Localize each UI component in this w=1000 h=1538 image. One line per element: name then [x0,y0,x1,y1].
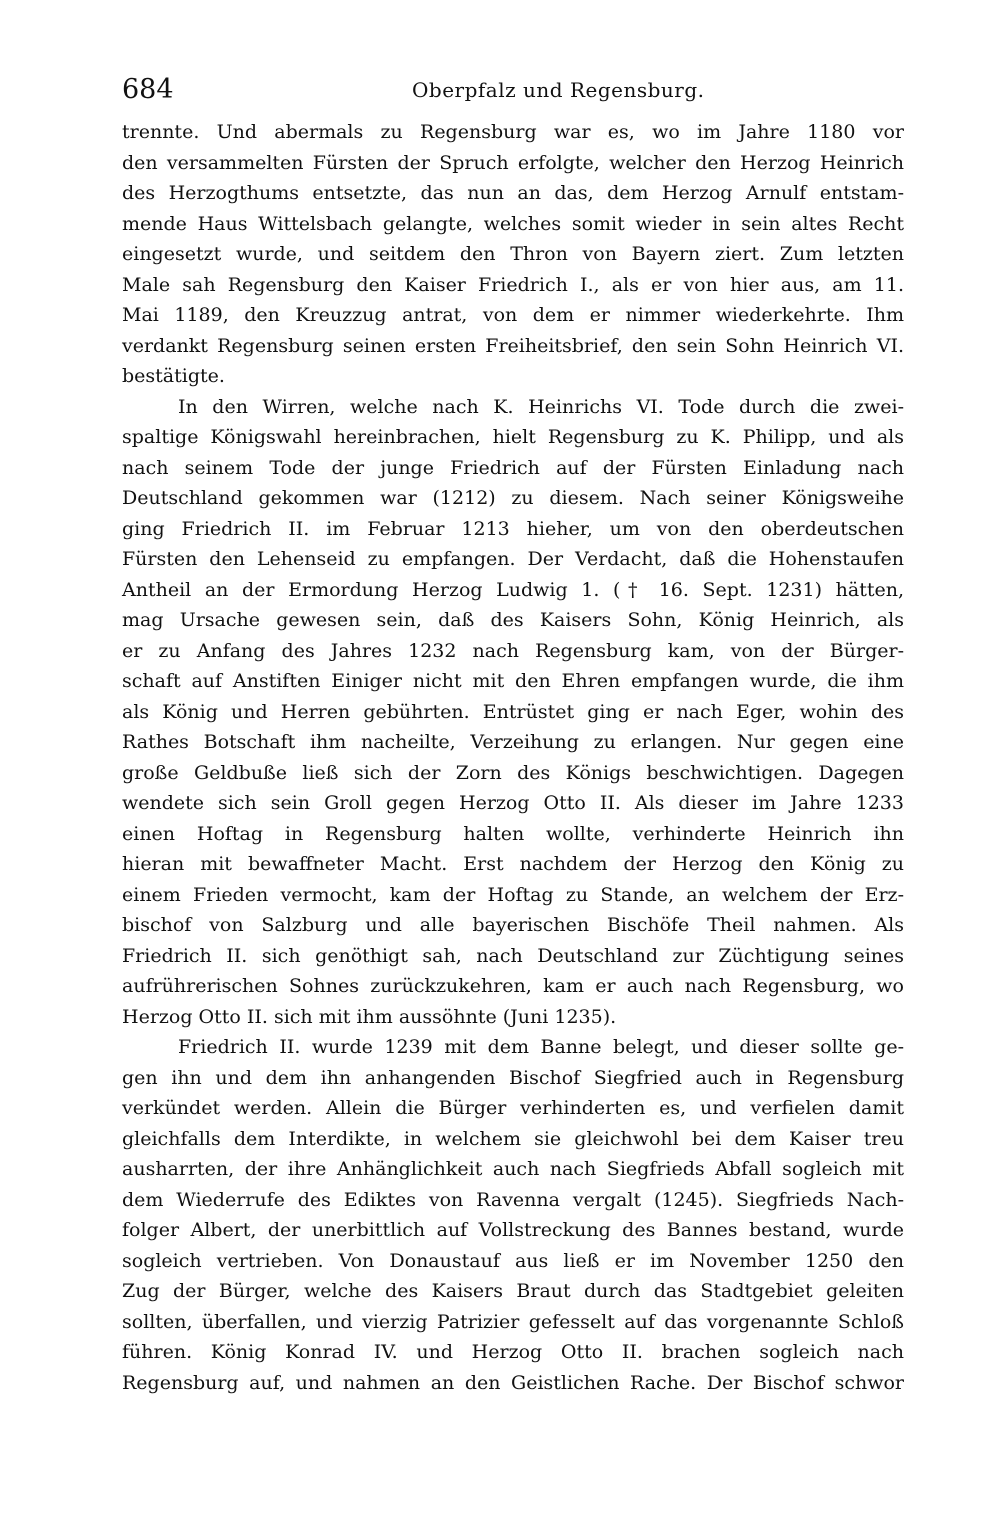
text-line: folger Albert, der unerbittlich auf Vollstreckung des Bannes bestand, wurde [122,1219,904,1241]
text-line: bischof von Salzburg und alle bayerischen Bischöfe Theil nahmen. Als [122,914,904,936]
text-line: mende Haus Wittelsbach gelangte, welches somit wieder in sein altes Recht [122,212,904,235]
text-line: führen. König Konrad IV. und Herzog Otto II. brachen sogleich nach [122,1341,904,1363]
page-number: 684 [122,74,174,105]
text-line: verkündet werden. Allein die Bürger verhinderten es, und verfielen damit [122,1097,904,1119]
text-line: mag Ursache gewesen sein, daß des Kaisers Sohn, König Heinrich, als [122,609,904,631]
text-line: einen Hoftag in Regensburg halten wollte, verhinderte Heinrich ihn [122,822,904,845]
text-line: Herzog Otto II. sich mit ihm aussöhnte (Juni 1235). [122,1005,617,1028]
text-line: Deutschland gekommen war (1212) zu diesem. Nach seiner Königsweihe [122,487,904,509]
running-title: Oberpfalz und Regensburg. [412,78,705,102]
text-line: gen ihn und dem ihn anhangenden Bischof Siegfried auch in Regensburg [122,1066,904,1089]
text-line: er zu Anfang des Jahres 1232 nach Regensburg kam, von der Bürger- [122,639,904,662]
text-line: als König und Herren gebührten. Entrüstet ging er nach Eger, wohin des [122,700,904,723]
text-line: nach seinem Tode der junge Friedrich auf der Fürsten Einladung nach [122,456,904,479]
text-line: sollten, überfallen, und vierzig Patrizier gefesselt auf das vorgenannte Schloß [122,1310,904,1333]
text-line: wendete sich sein Groll gegen Herzog Otto II. Als dieser im Jahre 1233 [122,792,904,814]
text-line: gleichfalls dem Interdikte, in welchem sie gleichwohl bei dem Kaiser treu [122,1127,904,1150]
page-header [122,72,902,112]
text-line: Antheil an der Ermordung Herzog Ludwig 1. († 16. Sept. 1231) hätten, [122,578,904,601]
text-line: Rathes Botschaft ihm nacheilte, Verzeihung zu erlangen. Nur gegen eine [122,731,904,753]
text-line: des Herzogthums entsetzte, das nun an das, dem Herzog Arnulf entstam- [122,182,904,204]
text-line: verdankt Regensburg seinen ersten Freiheitsbrief, den sein Sohn Heinrich VI. [122,334,904,357]
paragraph [122,117,904,392]
text-line: bestätigte. [122,365,225,387]
text-line: aufrührerischen Sohnes zurückzukehren, kam er auch nach Regensburg, wo [122,975,904,997]
text-line: ging Friedrich II. im Februar 1213 hieher, um von den oberdeutschen [122,517,904,540]
text-line: einem Frieden vermocht, kam der Hoftag zu Stande, an welchem der Erz- [122,883,904,906]
text-line: hieran mit bewaffneter Macht. Erst nachdem der Herzog den König zu [122,853,904,875]
text-line: Friedrich II. wurde 1239 mit dem Banne belegt, und dieser sollte ge- [178,1036,904,1058]
text-line: Fürsten den Lehenseid zu empfangen. Der Verdacht, daß die Hohenstaufen [122,548,904,570]
text-line: In den Wirren, welche nach K. Heinrichs VI. Tode durch die zwei- [178,395,904,418]
text-line: große Geldbuße ließ sich der Zorn des Königs beschwichtigen. Dagegen [122,761,904,784]
text-line: Regensburg auf, und nahmen an den Geistlichen Rache. Der Bischof schwor [122,1371,904,1394]
text-line: den versammelten Fürsten der Spruch erfolgte, welcher den Herzog Heinrich [122,151,904,174]
text-line: Mai 1189, den Kreuzzug antrat, von dem er nimmer wiederkehrte. Ihm [122,304,904,326]
text-line: Male sah Regensburg den Kaiser Friedrich I., als er von hier aus, am 11. [122,273,904,296]
body-text [122,117,904,1398]
text-line: dem Wiederrufe des Ediktes von Ravenna vergalt (1245). Siegfrieds Nach- [122,1188,904,1211]
text-line: spaltige Königswahl hereinbrachen, hielt Regensburg zu K. Philipp, und als [122,426,904,448]
text-line: ausharrten, der ihre Anhänglichkeit auch nach Siegfrieds Abfall sogleich mit [122,1158,904,1180]
text-line: sogleich vertrieben. Von Donaustauf aus ließ er im November 1250 den [122,1249,904,1272]
text-line: trennte. Und abermals zu Regensburg war es, wo im Jahre 1180 vor [122,121,904,143]
text-line: Friedrich II. sich genöthigt sah, nach Deutschland zur Züchtigung seines [122,944,904,967]
text-line: eingesetzt wurde, und seitdem den Thron von Bayern ziert. Zum letzten [122,243,904,265]
paragraph [122,392,904,1033]
paragraph [122,1032,904,1398]
text-line: Zug der Bürger, welche des Kaisers Braut durch das Stadtgebiet geleiten [122,1280,904,1302]
text-line: schaft auf Anstiften Einiger nicht mit den Ehren empfangen wurde, die ihm [122,670,904,692]
